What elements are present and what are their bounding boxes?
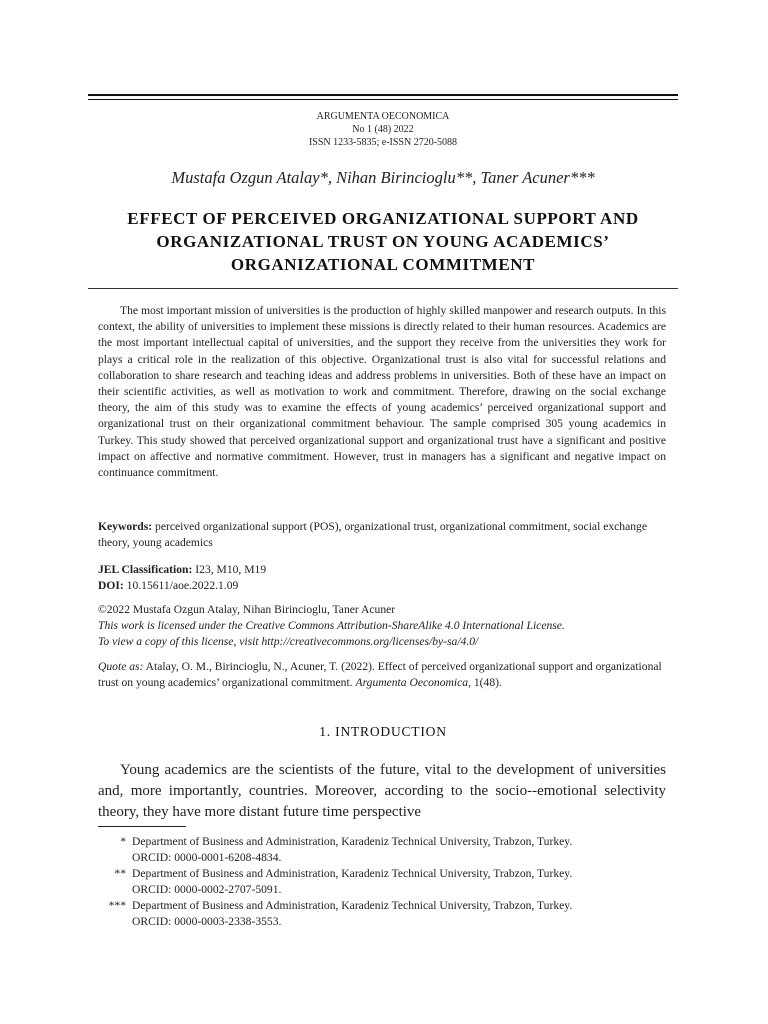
doi-label: DOI:	[98, 579, 124, 593]
intro-paragraph: Young academics are the scientists of the future, vital to the development of universities and, more importantly, countries. Moreover, according to the socio--emotional selectivity theory, they have more distant future time perspective	[98, 762, 666, 820]
footnotes	[98, 834, 666, 930]
quote-as	[98, 659, 666, 691]
footnote-affiliation: Department of Business and Administration, Karadeniz Technical University, Trabzon, Turkey.	[132, 835, 573, 848]
quote-text: Atalay, O. M., Birincioglu, N., Acuner, T. (2022). Effect of perceived organizational support and organizational trust on young academics’ organizational commitment.	[98, 660, 662, 690]
footnote-mark: **	[114, 867, 126, 880]
jel-label: JEL Classification:	[98, 563, 193, 576]
title-divider	[88, 288, 678, 289]
license	[98, 602, 666, 651]
footnote-orcid: ORCID: 0000-0001-6208-4834.	[132, 851, 282, 864]
paper-title	[88, 207, 678, 276]
journal-name: ARGUMENTA OECONOMICA	[316, 111, 450, 122]
quote-journal: Argumenta Oeconomica,	[355, 676, 471, 690]
footnote-item	[98, 834, 666, 866]
footnote-affiliation: Department of Business and Administration, Karadeniz Technical University, Trabzon, Turkey.	[132, 899, 573, 912]
footnote-mark: ***	[108, 899, 126, 912]
footnote-item	[98, 866, 666, 898]
paper-title-text: EFFECT OF PERCEIVED ORGANIZATIONAL SUPPORT AND ORGANIZATIONAL TRUST ON YOUNG ACADEMICS’ ORGANIZATIONAL COMMITMENT	[127, 209, 639, 274]
license-line-1: This work is licensed under the Creative Commons Attribution-ShareAlike 4.0 International License.	[98, 619, 565, 633]
classification	[98, 562, 666, 594]
journal-issue: No 1 (48) 2022	[352, 124, 414, 135]
footnote-mark: *	[120, 835, 126, 848]
jel-text: I23, M10, M19	[195, 563, 267, 576]
footnote-item	[98, 898, 666, 930]
journal-issn: ISSN 1233-5835; e-ISSN 2720-5088	[308, 137, 458, 148]
license-line-2[interactable]: To view a copy of this license, visit http://creativecommons.org/licenses/by-sa/4.0/	[98, 635, 479, 649]
header-rule-top	[88, 94, 678, 96]
quote-volume: 1(48).	[473, 676, 502, 690]
footnote-orcid: ORCID: 0000-0002-2707-5091.	[132, 883, 282, 896]
keywords	[98, 519, 666, 551]
keywords-text: perceived organizational support (POS), organizational trust, organizational commitment, social exchange theory, young academics	[98, 520, 647, 550]
quote-label: Quote as:	[98, 660, 144, 673]
doi-text[interactable]: 10.15611/aoe.2022.1.09	[126, 579, 239, 593]
header-rule-bottom	[88, 99, 678, 100]
copyright: ©2022 Mustafa Ozgun Atalay, Nihan Birincioglu, Taner Acuner	[98, 603, 396, 616]
keywords-label: Keywords:	[98, 520, 153, 533]
journal-header	[88, 110, 678, 149]
section-heading: 1. INTRODUCTION	[319, 724, 447, 739]
abstract: The most important mission of universities is the production of highly skilled manpower and research outputs. In this context, the ability of universities to implement these missions is directly related to their human resources. Academics are the most important intellectual capital of universities, and the support they receive from the universities they work for plays a critical role in the realization of this objective. Organizational trust is also vital for successful relations and collaboration to share research and teaching ideas and address problems in universities. Both of these have an impact on their scientific activities, as well as motivation to work and commitment. Therefore, drawing on the social exchange theory, the aim of this study was to examine the effects of young academics’ perceived organizational support and organizational trust on their organizational commitment behaviour. The sample comprised 305 young academics in Turkey. This study showed that perceived organizational support and organizational trust have a significant and positive impact on affective and normative commitment. However, trust in managers has a significant and negative impact on continuance commitment.	[98, 304, 666, 480]
authors: Mustafa Ozgun Atalay*, Nihan Birincioglu**, Taner Acuner***	[171, 168, 595, 187]
footnote-rule	[98, 826, 186, 827]
footnote-affiliation: Department of Business and Administration, Karadeniz Technical University, Trabzon, Turkey.	[132, 867, 573, 880]
footnote-orcid: ORCID: 0000-0003-2338-3553.	[132, 915, 282, 928]
